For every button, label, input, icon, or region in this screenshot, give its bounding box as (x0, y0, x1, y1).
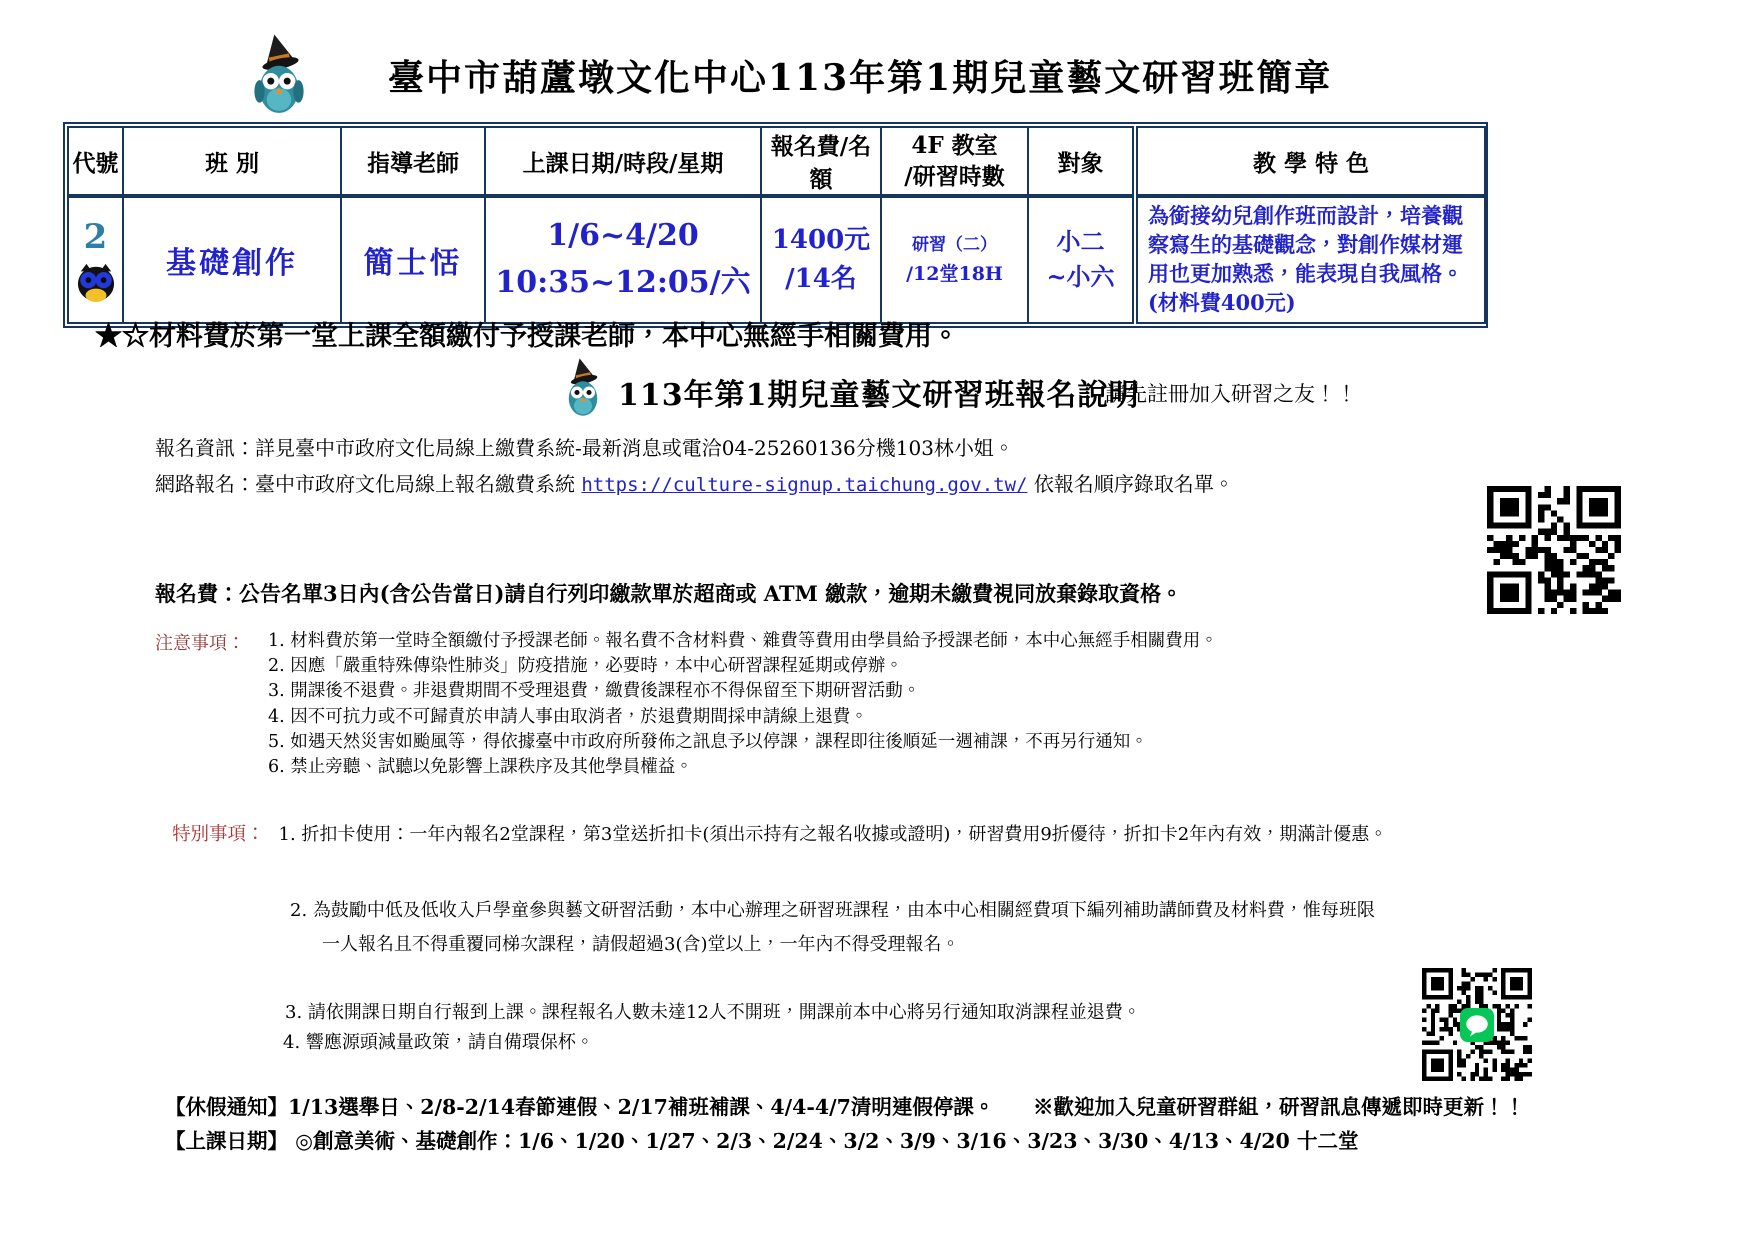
material-fee-note: ★☆材料費於第一堂上課全額繳付予授課老師，本中心無經手相關費用。 (95, 321, 959, 352)
class-dates-label: 【上課日期】 (165, 1129, 288, 1153)
date-range: 1/6~4/20 (547, 218, 699, 254)
line-icon (1460, 1008, 1494, 1042)
special-items-line1 (172, 820, 1387, 846)
owl-icon (75, 262, 117, 302)
registration-info-line: 報名資訊：詳見臺中市政府文化局線上繳費系統-最新消息或電洽04-25260136分機103林小姐。 (155, 436, 1014, 460)
signup-link[interactable]: https://culture-signup.taichung.gov.tw/ (581, 474, 1028, 496)
fee-quota: /14名 (785, 263, 857, 294)
col-header-fee: 報名費/名額 (761, 127, 881, 196)
col-header-target: 對象 (1028, 127, 1135, 196)
note-item: 2. 因應「嚴重特殊傳染性肺炎」防疫措施，必要時，本中心研習課程延期或停辦。 (268, 656, 903, 677)
table-header-row (68, 127, 1485, 196)
line-group-invite-note: ※歡迎加入兒童研習群組，研習訊息傳遞即時更新！！ (1033, 1095, 1525, 1119)
course-table (67, 126, 1486, 324)
note-item: 5. 如遇天然災害如颱風等，得依據臺中市政府所發佈之訊息予以停課，課程即往後順延一週補課，不再另行通知。 (268, 731, 1148, 752)
payment-deadline-line: 報名費：公告名單3日內(含公告當日)請自行列印繳款單於超商或 ATM 繳款，逾期未繳費視同放棄錄取資格。 (155, 581, 1183, 606)
room-header-line1: 4F 教室 (911, 131, 998, 159)
course-table-frame (63, 122, 1488, 328)
special-item-3: 3. 請依開課日期自行報到上課。課程報名人數未達12人不開班，開課前本中心將另行通知取消課程並退費。 (285, 1002, 1141, 1023)
online-registration-line (155, 468, 1234, 497)
cell-target (1028, 196, 1135, 323)
special-item-2-line2: 一人報名且不得重覆同梯次課程，請假超過3(含)堂以上，一年內不得受理報名。 (322, 934, 960, 955)
register-friend-note: 請先註冊加入研習之友！！ (1105, 382, 1357, 406)
special-item-2-line1: 2. 為鼓勵中低及低收入戶學童參與藝文研習活動，本中心辦理之研習班課程，由本中心相關經費項下編列補助講師費及材料費，惟每班限 (290, 900, 1375, 921)
cell-schedule (485, 196, 761, 323)
cell-fee (761, 196, 881, 323)
holiday-label: 【休假通知】 (165, 1095, 288, 1119)
signup-qr-code (1487, 486, 1621, 614)
witch-owl-mascot-icon (242, 34, 316, 116)
course-row (68, 196, 1485, 323)
cell-room (881, 196, 1028, 323)
course-code: 2 (83, 216, 108, 257)
page-title: 臺中市葫蘆墩文化中心113年第1期兒童藝文研習班簡章 (388, 57, 1333, 99)
notes-section-label: 注意事項： (155, 633, 245, 654)
holiday-notice-line (165, 1090, 994, 1120)
class-dates-text: ◎創意美術、基礎創作：1/6、1/20、1/27、2/3、2/24、3/2、3/9、3/16、3/23、3/30、4/13、4/20 十二堂 (288, 1129, 1359, 1153)
web-signup-suffix: 依報名順序錄取名單。 (1027, 472, 1234, 496)
col-header-room (881, 127, 1028, 196)
witch-owl-small-icon (556, 358, 610, 418)
registration-section-title: 113年第1期兒童藝文研習班報名說明 (618, 378, 1140, 413)
special-item-4: 4. 響應源頭減量政策，請自備環保杯。 (283, 1032, 594, 1053)
cell-code (68, 196, 123, 323)
room-header-line2: /研習時數 (904, 163, 1005, 190)
col-header-class: 班 別 (123, 127, 341, 196)
web-signup-prefix: 網路報名：臺中市政府文化局線上報名繳費系統 (155, 472, 582, 496)
note-item: 1. 材料費於第一堂時全額繳付予授課老師。報名費不含材料費、雜費等費用由學員給予授課老師，本中心無經手相關費用。 (268, 631, 1218, 651)
target-line2: ~小六 (1046, 261, 1115, 291)
room-name: 研習（二） (912, 235, 997, 256)
note-item: 6. 禁止旁聽、試聽以免影響上課秩序及其他學員權益。 (268, 757, 693, 778)
line-group-qr-code (1422, 968, 1532, 1081)
features-text: 為銜接幼兒創作班而設計，培養觀察寫生的基礎觀念，對創作媒材運用也更加熟悉，能表現自我風格。(材料費400元) (1148, 203, 1463, 315)
special-section-label: 特別事項： (172, 824, 265, 845)
note-item: 3. 開課後不退費。非退費期間不受理退費，繳費後課程亦不得保留至下期研習活動。 (268, 681, 921, 702)
holiday-text: 1/13選舉日、2/8-2/14春節連假、2/17補班補課、4/4-4/7清明連假停課。 (288, 1095, 995, 1119)
target-line1: 小二 (1056, 227, 1105, 257)
class-dates-line (165, 1124, 1358, 1154)
note-item: 4. 因不可抗力或不可歸責於申請人事由取消者，於退費期間採申請線上退費。 (268, 706, 868, 727)
col-header-schedule: 上課日期/時段/星期 (485, 127, 761, 196)
col-header-teacher: 指導老師 (341, 127, 485, 196)
special-item-1: 1. 折扣卡使用：一年內報名2堂課程，第3堂送折扣卡(須出示持有之報名收據或證明)，研習費用9折優待，折扣卡2年內有效，期滿計優惠。 (278, 824, 1388, 845)
session-count: /12堂18H (906, 263, 1003, 286)
col-header-code: 代號 (68, 127, 123, 196)
time-slot: 10:35~12:05/六 (495, 264, 751, 300)
cell-class-name: 基礎創作 (123, 196, 341, 323)
cell-teacher: 簡士恬 (341, 196, 485, 323)
fee-amount: 1400元 (771, 224, 871, 255)
col-header-features: 教 學 特 色 (1135, 127, 1485, 196)
cell-features (1135, 196, 1485, 323)
signup-qr-pattern (1487, 486, 1621, 614)
notes-list (268, 629, 1218, 780)
